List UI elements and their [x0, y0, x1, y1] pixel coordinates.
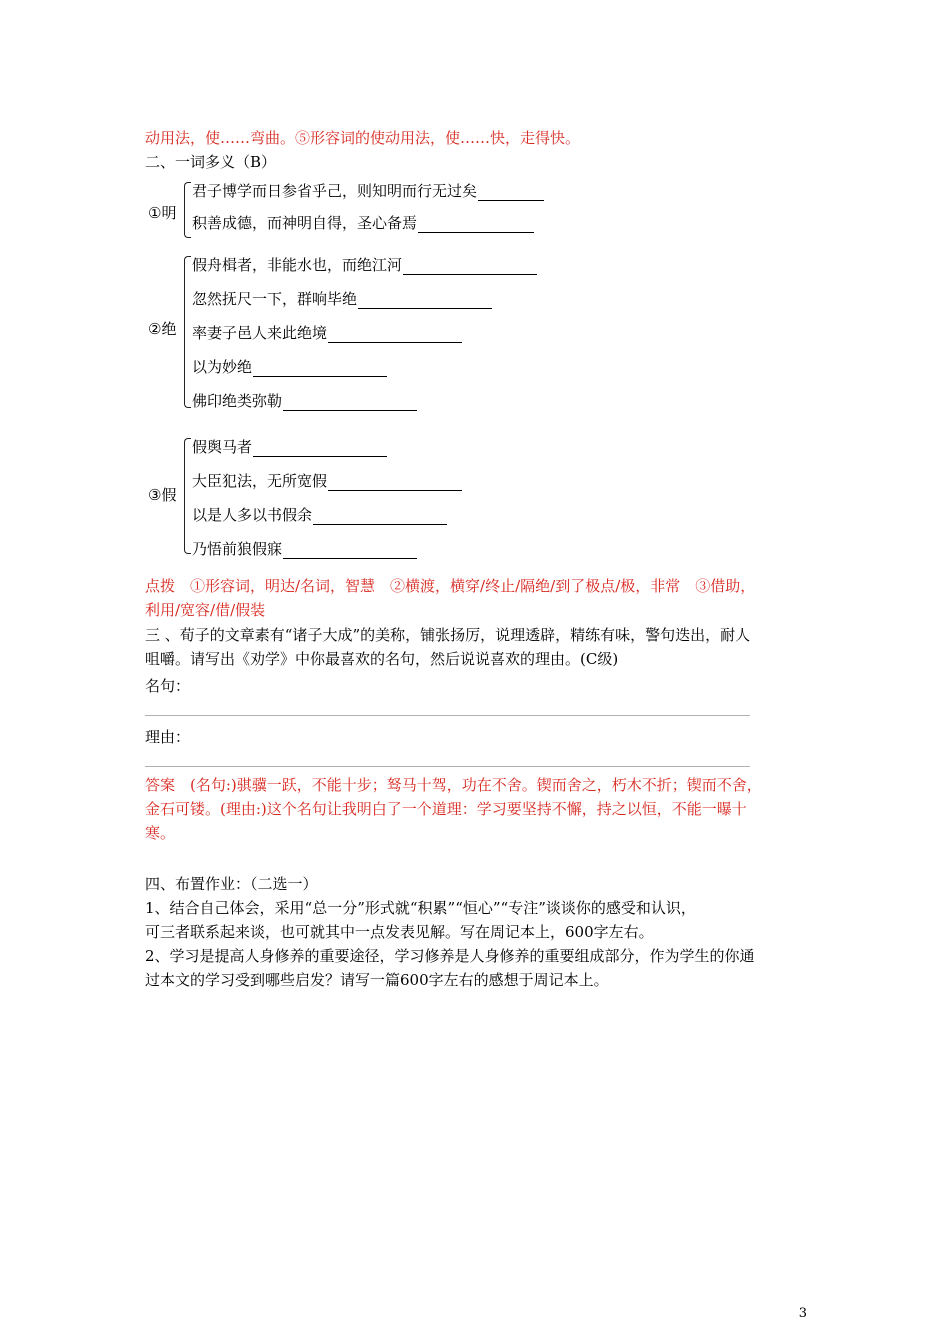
section2-heading: 二、一词多义（B） — [145, 153, 277, 171]
section4-heading: 四、布置作业：（二选一） — [145, 875, 318, 893]
mingju-label: 名句： — [145, 677, 191, 695]
answer-blank[interactable] — [478, 186, 544, 201]
group-label-jue: ②绝 — [148, 320, 177, 338]
answer-blank[interactable] — [283, 544, 417, 559]
homework-item-1: 可三者联系起来谈，也可就其中一点发表见解。写在周记本上，600字左右。 — [145, 923, 654, 941]
group-label-ming: ①明 — [148, 204, 177, 222]
polysemy-item: 君子博学而日参省乎己，则知明而行无过矣 — [192, 180, 544, 201]
answer-blank[interactable] — [253, 442, 387, 457]
polysemy-item: 以是人多以书假余 — [192, 504, 447, 525]
liyou-answer-line[interactable] — [145, 766, 750, 767]
answer-blank[interactable] — [313, 510, 447, 525]
section3-question-line: 咀嚼。请写出《劝学》中你最喜欢的名句，然后说说喜欢的理由。(C级) — [145, 650, 619, 668]
polysemy-item: 假舟楫者，非能水也，而绝江河 — [192, 254, 537, 275]
group-brace — [184, 256, 191, 408]
group-label-jia: ③假 — [148, 486, 177, 504]
page-number: 3 — [798, 1306, 807, 1321]
polysemy-item: 以为妙绝 — [192, 356, 387, 377]
answer-line: 寒。 — [145, 824, 176, 842]
answer-line: 金石可镂。(理由:)这个名句让我明白了一个道理：学习要坚持不懈，持之以恒，不能一曝十 — [145, 800, 747, 818]
hint-line: 利用/宽容/借/假装 — [145, 601, 266, 619]
hint-line: 点拨 ①形容词，明达/名词，智慧 ②横渡，横穿/终止/隔绝/到了极点/极，非常 ③借助， — [145, 577, 756, 595]
polysemy-item: 佛印绝类弥勒 — [192, 390, 417, 411]
polysemy-item: 假舆马者 — [192, 436, 387, 457]
group-brace — [184, 438, 191, 554]
homework-item-2: 过本文的学习受到哪些启发？请写一篇600字左右的感想于周记本上。 — [145, 971, 609, 989]
polysemy-item: 大臣犯法，无所宽假 — [192, 470, 462, 491]
answer-line: 答案 (名句:)骐骥一跃，不能十步；驽马十驾，功在不舍。锲而舍之，朽木不折；锲而不舍， — [145, 776, 762, 794]
answer-continuation-line: 动用法，使……弯曲。⑤形容词的使动用法，使……快，走得快。 — [145, 129, 581, 147]
answer-blank[interactable] — [283, 396, 417, 411]
answer-blank[interactable] — [328, 328, 462, 343]
homework-item-1: 1、结合自己体会，采用“总一分”形式就“积累”“恒心”“专注”谈谈你的感受和认识， — [145, 899, 696, 917]
answer-blank[interactable] — [403, 260, 537, 275]
mingju-answer-line[interactable] — [145, 715, 750, 716]
liyou-label: 理由： — [145, 728, 191, 746]
answer-blank[interactable] — [253, 362, 387, 377]
answer-blank[interactable] — [358, 294, 492, 309]
group-brace — [184, 182, 191, 238]
polysemy-item: 率妻子邑人来此绝境 — [192, 322, 462, 343]
polysemy-item: 忽然抚尺一下，群响毕绝 — [192, 288, 492, 309]
section3-question-line: 三 、荀子的文章素有“诸子大成”的美称，铺张扬厉，说理透辟，精练有味，警句迭出，耐人 — [145, 626, 751, 644]
answer-blank[interactable] — [418, 218, 534, 233]
homework-item-2: 2、学习是提高人身修养的重要途径，学习修养是人身修养的重要组成部分，作为学生的你通 — [145, 947, 755, 965]
polysemy-item: 乃悟前狼假寐 — [192, 538, 417, 559]
answer-blank[interactable] — [328, 476, 462, 491]
polysemy-item: 积善成德，而神明自得，圣心备焉 — [192, 212, 534, 233]
